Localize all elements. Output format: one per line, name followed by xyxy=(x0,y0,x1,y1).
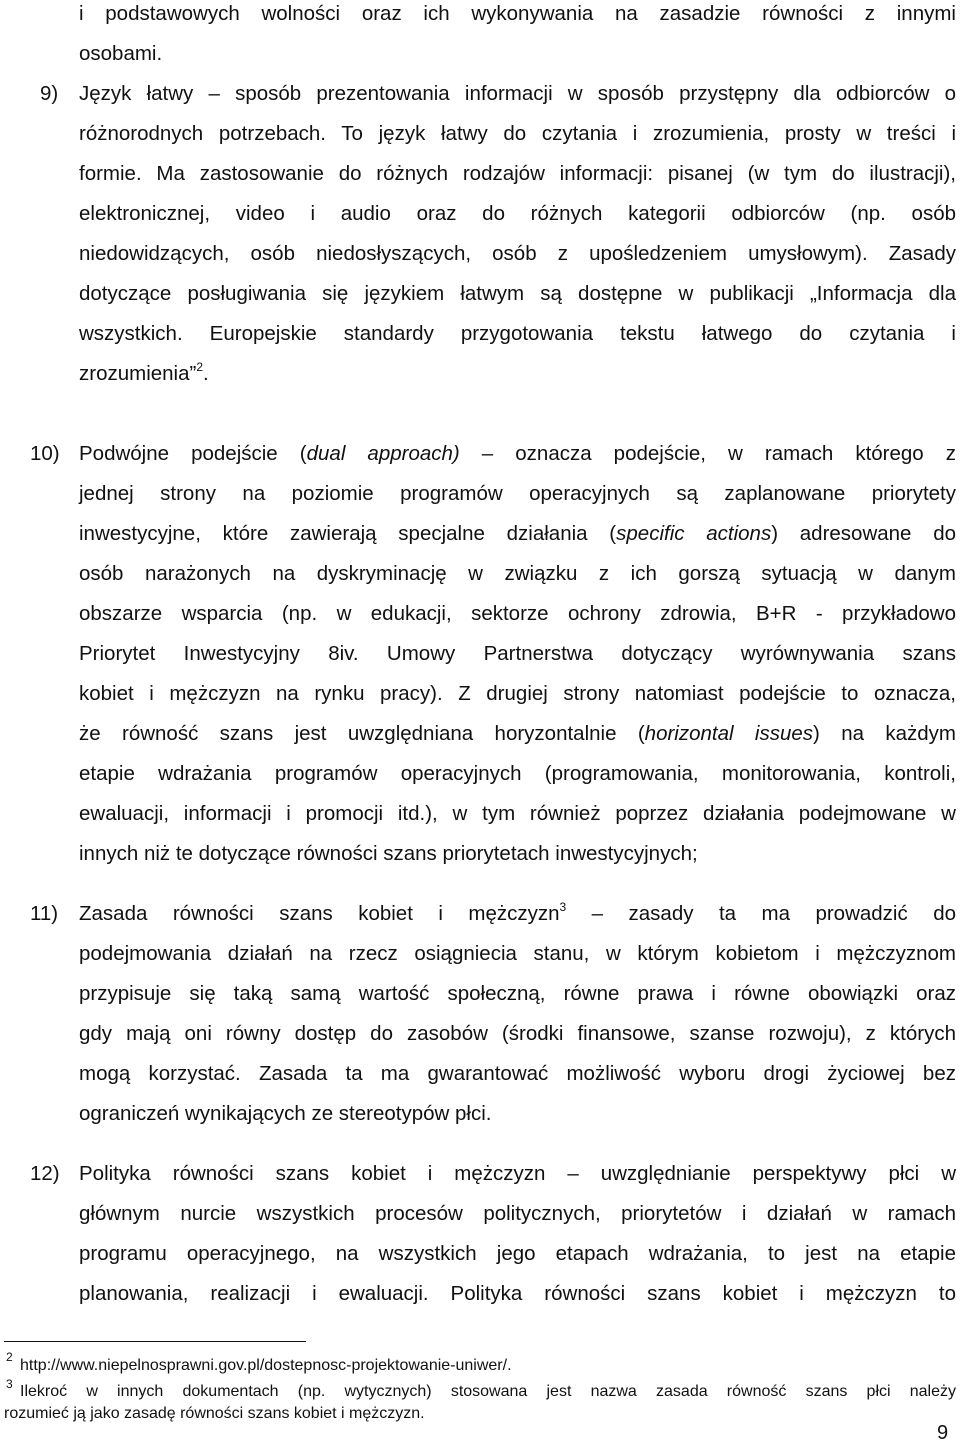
item-10-line: innych niż te dotyczące równości szans priorytetach inwestycyjnych; xyxy=(79,842,698,865)
item-number-9: 9) xyxy=(40,82,59,105)
footnote-2-link[interactable]: http://www.niepelnosprawni.gov.pl/dostepnosc-projektowanie-uniwer/. xyxy=(20,1357,512,1374)
item-9-line: wszystkich. Europejskie standardy przygotowania tekstu łatwego do czytania i xyxy=(79,322,956,345)
footnote-3-line: rozumieć ją jako zasadę równości szans kobiet i mężczyzn. xyxy=(4,1405,425,1422)
footnote-separator xyxy=(4,1341,306,1342)
footnote-3-line: Ilekroć w innych dokumentach (np. wytycznych) stosowana jest nazwa zasada równość szans płci należy xyxy=(20,1383,956,1400)
item-10-line: że równość szans jest uwzględniana horyzontalnie (horizontal issues) na każdym xyxy=(79,722,956,745)
item-11-line: gdy mają oni równy dostęp do zasobów (środki finansowe, szanse rozwoju), z których xyxy=(79,1022,956,1045)
item-11-line: przypisuje się taką samą wartość społeczną, równe prawa i równe obowiązki oraz xyxy=(79,982,956,1005)
item-10-line: Podwójne podejście (dual approach) – oznacza podejście, w ramach którego z xyxy=(79,442,957,465)
item-10-line: kobiet i mężczyzn na rynku pracy). Z drugiej strony natomiast podejście to oznacza, xyxy=(79,682,956,705)
item-9-last-text: zrozumienia” xyxy=(79,362,197,385)
item-10-line: osób narażonych na dyskryminację w związku z ich gorszą sytuacją w danym xyxy=(79,562,956,585)
item-12-line: programu operacyjnego, na wszystkich jego etapach wdrażania, to jest na etapie xyxy=(79,1242,956,1265)
footnote-ref-2[interactable]: 2 xyxy=(196,360,204,374)
item-10-line: Priorytet Inwestycyjny 8iv. Umowy Partnerstwa dotyczący wyrównywania szans xyxy=(79,642,956,665)
item-number-12: 12) xyxy=(30,1162,60,1185)
item-9-last-end: . xyxy=(203,362,209,385)
item-number-10: 10) xyxy=(30,442,60,465)
item-10-line: jednej strony na poziomie programów operacyjnych są zaplanowane priorytety xyxy=(79,482,956,505)
item-10-line: ewaluacji, informacji i promocji itd.), w tym również poprzez działania podejmowane w xyxy=(79,802,956,825)
intro-line: osobami. xyxy=(79,42,163,65)
item-12-line: planowania, realizacji i ewaluacji. Polityka równości szans kobiet i mężczyzn to xyxy=(79,1282,956,1305)
item-12-line: głównym nurcie wszystkich procesów politycznych, priorytetów i działań w ramach xyxy=(79,1202,956,1225)
item-9-line: Język łatwy – sposób prezentowania informacji w sposób przystępny dla odbiorców o xyxy=(79,82,956,105)
footnote-mark-2: 2 xyxy=(6,1350,13,1364)
item-11-first-end: – zasady ta ma prowadzić do xyxy=(566,902,956,925)
page-number: 9 xyxy=(937,1422,949,1444)
item-9-line: różnorodnych potrzebach. To język łatwy do czytania i zrozumienia, prosty w treści i xyxy=(79,122,956,145)
item-9-line: formie. Ma zastosowanie do różnych rodzajów informacji: pisanej (w tym do ilustracji), xyxy=(79,162,956,185)
item-9-last-line xyxy=(79,360,956,388)
item-11-first-line xyxy=(79,900,956,928)
item-10-line: obszarze wsparcia (np. w edukacji, sektorze ochrony zdrowia, B+R - przykładowo xyxy=(79,602,956,625)
item-number-11: 11) xyxy=(30,902,59,925)
footnote-mark-3: 3 xyxy=(6,1377,13,1391)
item-10-line: etapie wdrażania programów operacyjnych (programowania, monitorowania, kontroli, xyxy=(79,762,956,785)
item-11-line: podejmowania działań na rzecz osiągniecia stanu, w którym kobietom i mężczyznom xyxy=(79,942,956,965)
item-9-line: niedowidzących, osób niedosłyszących, osób z upośledzeniem umysłowym). Zasady xyxy=(79,242,956,265)
item-12-line: Polityka równości szans kobiet i mężczyzn – uwzględnianie perspektywy płci w xyxy=(79,1162,956,1185)
item-11-first-text: Zasada równości szans kobiet i mężczyzn xyxy=(79,902,560,925)
intro-line: i podstawowych wolności oraz ich wykonywania na zasadzie równości z innymi xyxy=(79,2,956,25)
item-9-line: elektronicznej, video i audio oraz do różnych kategorii odbiorców (np. osób xyxy=(79,202,956,225)
item-10-line: inwestycyjne, które zawierają specjalne działania (specific actions) adresowane do xyxy=(79,522,956,545)
item-11-line: ograniczeń wynikających ze stereotypów płci. xyxy=(79,1102,492,1125)
item-9-line: dotyczące posługiwania się językiem łatwym są dostępne w publikacji „Informacja dla xyxy=(79,282,956,305)
footnote-ref-3[interactable]: 3 xyxy=(559,900,567,914)
item-11-line: mogą korzystać. Zasada ta ma gwarantować możliwość wyboru drogi życiowej bez xyxy=(79,1062,956,1085)
